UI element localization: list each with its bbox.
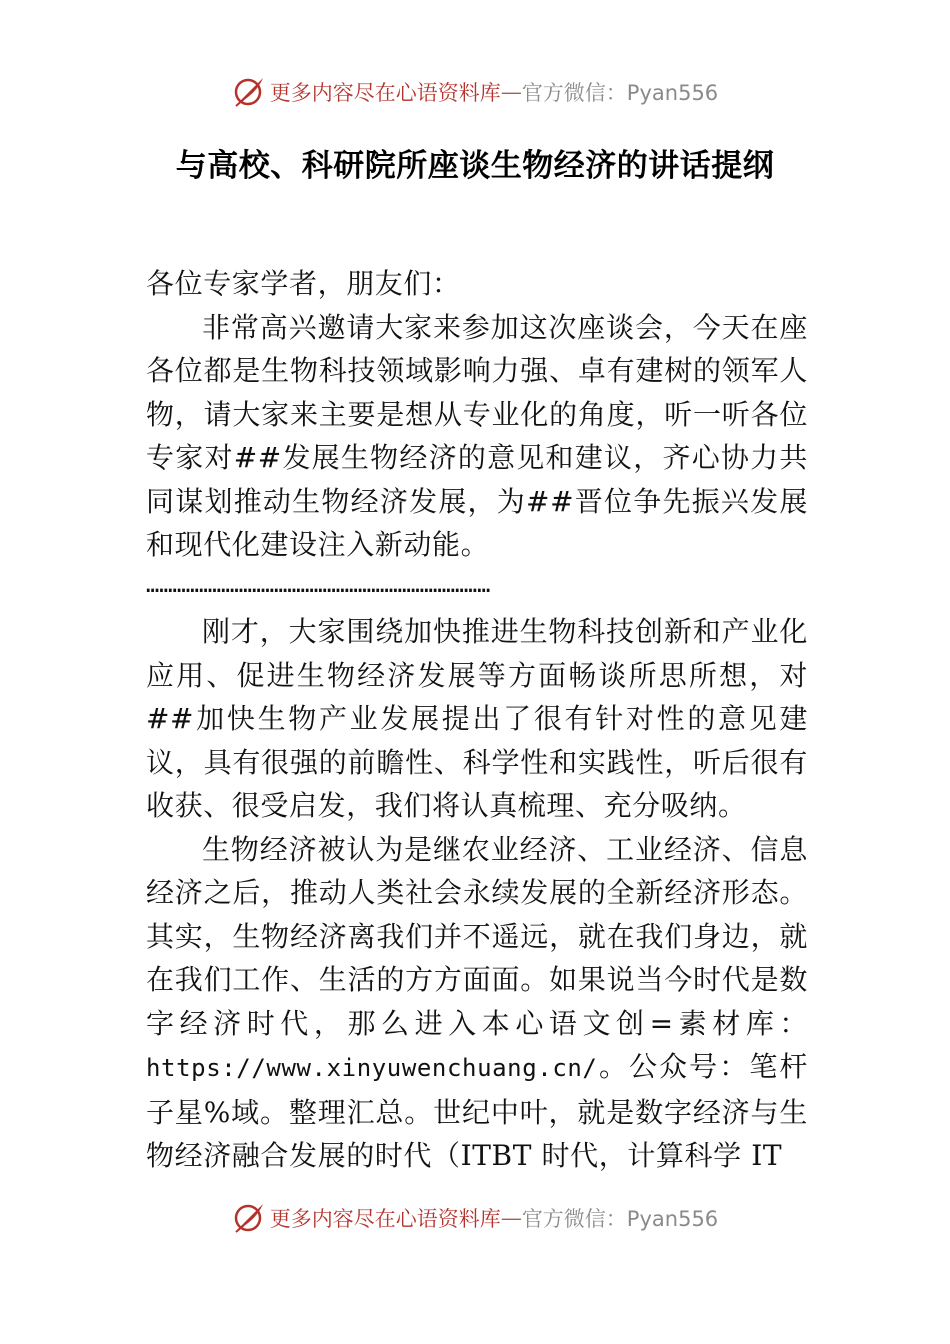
source-url: https://www.xinyuwenchuang.cn/ bbox=[146, 1054, 598, 1082]
paragraph-3 bbox=[146, 828, 808, 1178]
paragraph-3-part-2: 。公众号：笔杆子星%域。整理汇总。世纪中叶，就是数字经济与生物经济融合发展的时代（ITBT 时代，计算科学 IT bbox=[146, 1050, 808, 1172]
document-body bbox=[146, 262, 808, 1178]
quill-logo-icon bbox=[232, 1201, 266, 1235]
banner-dash: — bbox=[500, 80, 522, 104]
document-title: 与高校、科研院所座谈生物经济的讲话提纲 bbox=[175, 148, 775, 184]
paragraph-3-part-1: 生物经济被认为是继农业经济、工业经济、信息经济之后，推动人类社会永续发展的全新经济形态。其实，生物经济离我们并不遥远，就在我们身边，就在我们工作、生活的方方面面。如果说当今时代是数字经济时代，那么进入本心语文创=素材库： bbox=[146, 832, 808, 1040]
banner-brand-text: 更多内容尽在心语资料库 bbox=[269, 81, 501, 105]
paragraph-1: 非常高兴邀请大家来参加这次座谈会，今天在座各位都是生物科技领域影响力强、卓有建树的领军人物，请大家来主要是想从专业化的角度，听一听各位专家对##发展生物经济的意见和建议，齐心协力共同谋划推动生物经济发展，为##晋位争先振兴发展和现代化建设注入新动能。 bbox=[146, 310, 808, 561]
banner-brand-text: 更多内容尽在心语资料库 bbox=[269, 1207, 501, 1231]
paragraph-2: 刚才，大家围绕加快推进生物科技创新和产业化应用、促进生物经济发展等方面畅谈所思所想，对##加快生物产业发展提出了很有针对性的意见建议，具有很强的前瞻性、科学性和实践性，听后很有收获、很受启发，我们将认真梳理、充分吸纳。 bbox=[146, 615, 808, 822]
banner-wechat-text: 官方微信：Pyan556 bbox=[521, 1207, 719, 1231]
ellipsis-divider: …………………………………………………………………… bbox=[146, 572, 491, 598]
footer-banner bbox=[0, 1198, 950, 1238]
banner-wechat-text: 官方微信：Pyan556 bbox=[521, 81, 719, 105]
quill-logo-icon bbox=[232, 75, 266, 109]
salutation: 各位专家学者，朋友们： bbox=[146, 267, 461, 300]
banner-dash: — bbox=[500, 1206, 522, 1230]
header-banner bbox=[0, 72, 950, 112]
